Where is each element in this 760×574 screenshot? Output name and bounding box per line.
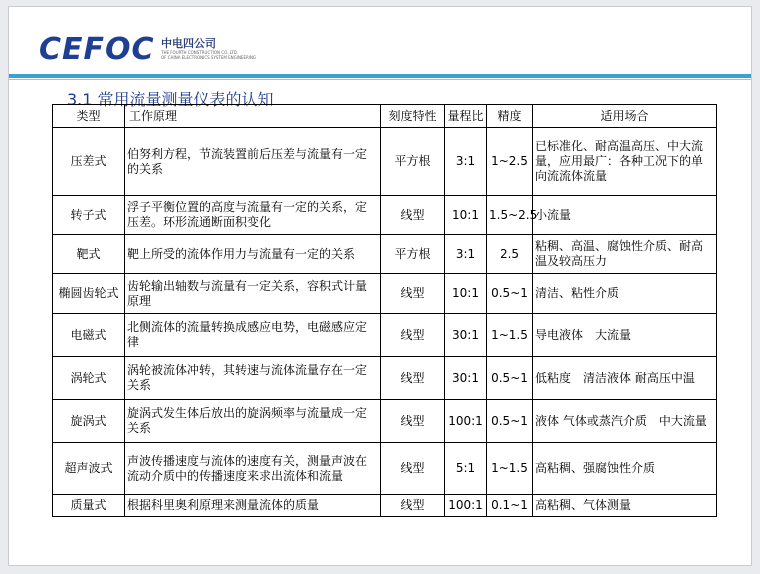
cell-application: 低粘度 清洁液体 耐高压中温 [533, 357, 717, 400]
header-range-ratio: 量程比 [445, 105, 487, 128]
cell-type: 压差式 [53, 128, 125, 196]
cell-principle: 靶上所受的流体作用力与流量有一定的关系 [125, 235, 381, 274]
cell-range-ratio: 30:1 [445, 357, 487, 400]
cell-type: 转子式 [53, 196, 125, 235]
logo-wordmark: CEFOC [39, 32, 155, 67]
header-accuracy: 精度 [487, 105, 533, 128]
cell-principle: 北侧流体的流量转换成感应电势，电磁感应定律 [125, 314, 381, 357]
logo-english-line-2: OF CHINA ELECTRONICS SYSTEM ENGINEERING [161, 55, 257, 60]
cell-type: 椭圆齿轮式 [53, 274, 125, 314]
cell-type: 靶式 [53, 235, 125, 274]
cell-range-ratio: 100:1 [445, 400, 487, 443]
header-rule [9, 74, 751, 78]
table-row [53, 196, 717, 235]
cell-accuracy: 1~2.5 [487, 128, 533, 196]
table-row [53, 128, 717, 196]
cell-range-ratio: 3:1 [445, 128, 487, 196]
cell-type: 旋涡式 [53, 400, 125, 443]
cell-range-ratio: 3:1 [445, 235, 487, 274]
cell-accuracy: 0.5~1 [487, 357, 533, 400]
cell-principle: 旋涡式发生体后放出的旋涡频率与流量成一定关系 [125, 400, 381, 443]
logo-english-line-1: THE FOURTH CONSTRUCTION CO.,LTD. [161, 50, 239, 55]
cell-range-ratio: 10:1 [445, 196, 487, 235]
cell-range-ratio: 100:1 [445, 495, 487, 517]
header-application: 适用场合 [533, 105, 717, 128]
cell-principle: 涡轮被流体冲转，其转速与流体流量存在一定关系 [125, 357, 381, 400]
header-principle: 工作原理 [125, 105, 381, 128]
slide [8, 6, 752, 566]
cell-scale: 平方根 [381, 235, 445, 274]
cell-application: 高粘稠、强腐蚀性介质 [533, 443, 717, 495]
slide-title: 3.1 常用流量测量仪表的认知 [67, 90, 274, 109]
logo-chinese-name: 中电四公司 [161, 37, 216, 50]
table-row [53, 400, 717, 443]
cell-principle: 声波传播速度与流体的速度有关，测量声波在流动介质中的传播速度来求出流体和流量 [125, 443, 381, 495]
cell-principle: 根据科里奥利原理来测量流体的质量 [125, 495, 381, 517]
cell-principle: 浮子平衡位置的高度与流量有一定的关系，定压差。环形流通断面积变化 [125, 196, 381, 235]
table-row [53, 357, 717, 400]
cell-range-ratio: 30:1 [445, 314, 487, 357]
cell-accuracy: 1.5~2.5 [487, 196, 533, 235]
cell-type: 质量式 [53, 495, 125, 517]
cell-type: 超声波式 [53, 443, 125, 495]
cell-scale: 平方根 [381, 128, 445, 196]
cell-accuracy: 1~1.5 [487, 443, 533, 495]
table-row [53, 314, 717, 357]
table-row [53, 235, 717, 274]
cell-application: 小流量 [533, 196, 717, 235]
cell-principle: 伯努利方程，节流装置前后压差与流量有一定的关系 [125, 128, 381, 196]
cell-application: 高粘稠、气体测量 [533, 495, 717, 517]
cell-type: 电磁式 [53, 314, 125, 357]
cell-principle: 齿轮输出轴数与流量有一定关系，容积式计量原理 [125, 274, 381, 314]
table-row [53, 443, 717, 495]
cell-accuracy: 0.5~1 [487, 400, 533, 443]
cell-scale: 线型 [381, 443, 445, 495]
company-logo [39, 33, 269, 67]
header-type: 类型 [53, 105, 125, 128]
cell-scale: 线型 [381, 357, 445, 400]
cell-accuracy: 1~1.5 [487, 314, 533, 357]
table-row [53, 495, 717, 517]
cell-range-ratio: 10:1 [445, 274, 487, 314]
cell-application: 清洁、粘性介质 [533, 274, 717, 314]
cell-application: 已标准化、耐高温高压、中大流量，应用最广：各种工况下的单向流流体流量 [533, 128, 717, 196]
cell-range-ratio: 5:1 [445, 443, 487, 495]
cell-type: 涡轮式 [53, 357, 125, 400]
cell-application: 导电液体 大流量 [533, 314, 717, 357]
cell-scale: 线型 [381, 314, 445, 357]
header-scale: 刻度特性 [381, 105, 445, 128]
cell-accuracy: 2.5 [487, 235, 533, 274]
cell-scale: 线型 [381, 196, 445, 235]
cell-scale: 线型 [381, 400, 445, 443]
cell-accuracy: 0.5~1 [487, 274, 533, 314]
flowmeter-table [52, 104, 717, 517]
table-row [53, 274, 717, 314]
cell-scale: 线型 [381, 274, 445, 314]
cell-application: 粘稠、高温、腐蚀性介质、耐高温及较高压力 [533, 235, 717, 274]
cell-application: 液体 气体或蒸汽介质 中大流量 [533, 400, 717, 443]
table-header-row [53, 105, 717, 128]
cell-accuracy: 0.1~1 [487, 495, 533, 517]
header-rule-thin [9, 79, 751, 80]
cell-scale: 线型 [381, 495, 445, 517]
